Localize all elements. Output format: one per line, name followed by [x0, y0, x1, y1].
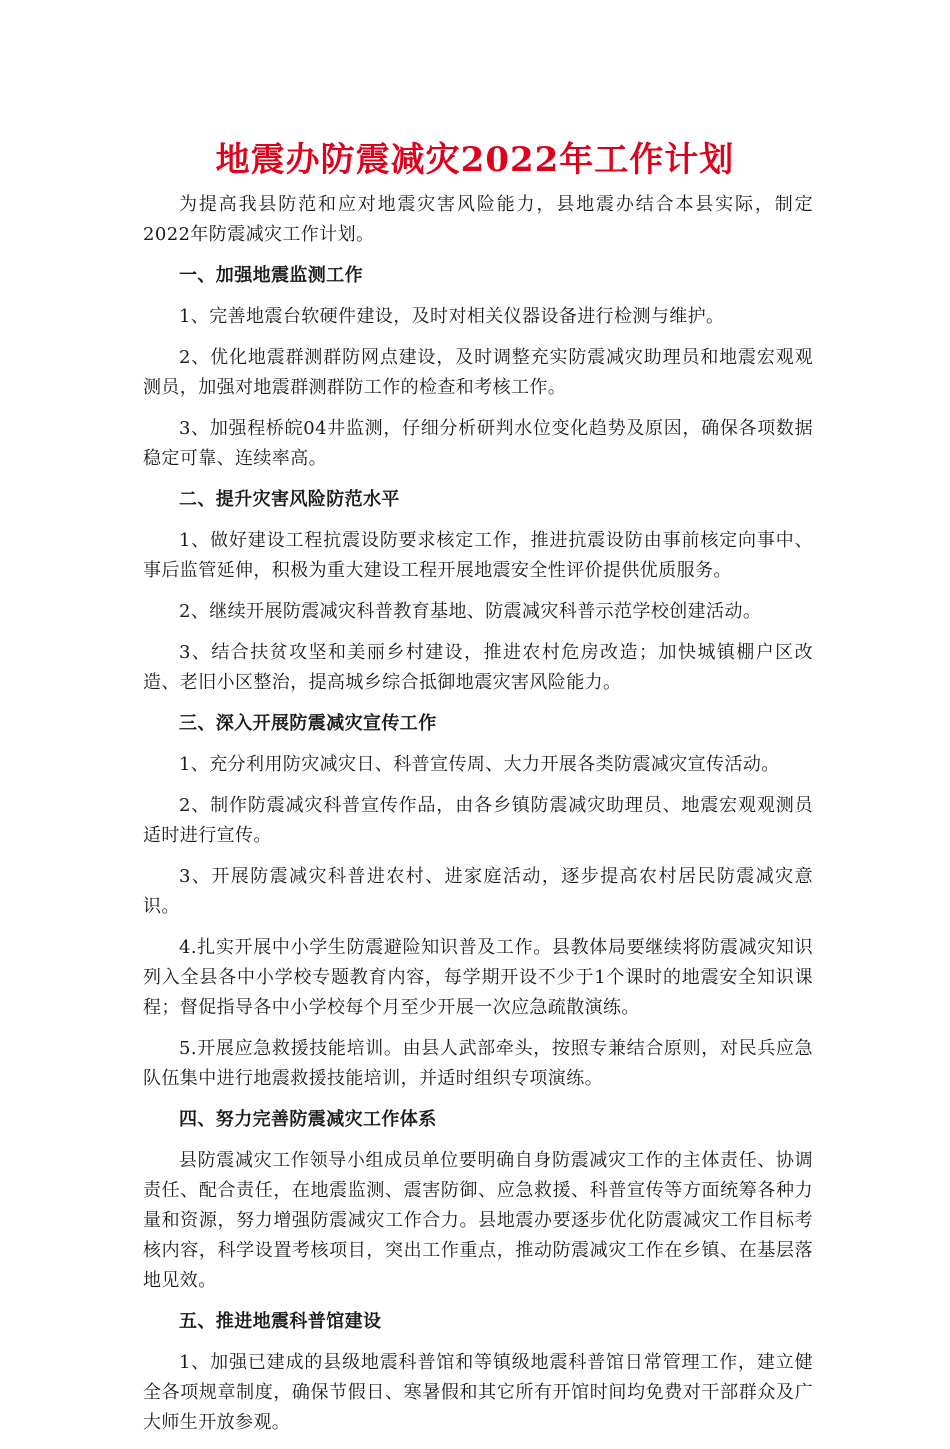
document-body: [143, 190, 813, 1449]
paragraph: 4.扎实开展中小学生防震避险知识普及工作。县教体局要继续将防震减灾知识列入全县各中小学校专题教育内容，每学期开设不少于1个课时的地震安全知识课程；督促指导各中小学校每个月至少开展一次应急疏散演练。: [143, 937, 813, 1018]
paragraph: 1、充分利用防灾减灾日、科普宣传周、大力开展各类防震减灾宣传活动。: [179, 754, 780, 775]
paragraph: 1、完善地震台软硬件建设，及时对相关仪器设备进行检测与维护。: [179, 306, 725, 327]
paragraph: 3、加强程桥皖04井监测，仔细分析研判水位变化趋势及原因，确保各项数据稳定可靠、连续率高。: [143, 418, 813, 469]
intro-paragraph: 为提高我县防范和应对地震灾害风险能力，县地震办结合本县实际，制定2022年防震减灾工作计划。: [143, 194, 813, 245]
paragraph: 3、结合扶贫攻坚和美丽乡村建设，推进农村危房改造；加快城镇棚户区改造、老旧小区整治，提高城乡综合抵御地震灾害风险能力。: [143, 642, 813, 693]
section-heading-science-museum: 五、推进地震科普馆建设: [179, 1311, 382, 1332]
section-heading-work-system: 四、努力完善防震减灾工作体系: [179, 1109, 437, 1130]
paragraph: 2、优化地震群测群防网点建设，及时调整充实防震减灾助理员和地震宏观观测员，加强对地震群测群防工作的检查和考核工作。: [143, 347, 813, 398]
paragraph: 1、做好建设工程抗震设防要求核定工作，推进抗震设防由事前核定向事中、事后监管延伸，积极为重大建设工程开展地震安全性评价提供优质服务。: [143, 530, 813, 581]
paragraph: 3、开展防震减灾科普进农村、进家庭活动，逐步提高农村居民防震减灾意识。: [143, 866, 813, 917]
section-heading-monitoring: 一、加强地震监测工作: [179, 265, 363, 286]
paragraph: 5.开展应急救援技能培训。由县人武部牵头，按照专兼结合原则，对民兵应急队伍集中进行地震救援技能培训，并适时组织专项演练。: [143, 1038, 813, 1089]
paragraph: 1、加强已建成的县级地震科普馆和等镇级地震科普馆日常管理工作，建立健全各项规章制度，确保节假日、寒暑假和其它所有开馆时间均免费对干部群众及广大师生开放参观。: [143, 1352, 813, 1433]
paragraph: 2、制作防震减灾科普宣传作品，由各乡镇防震减灾助理员、地震宏观观测员适时进行宣传。: [143, 795, 813, 846]
paragraph: 2、继续开展防震减灾科普教育基地、防震减灾科普示范学校创建活动。: [179, 601, 762, 622]
paragraph: 县防震减灾工作领导小组成员单位要明确自身防震减灾工作的主体责任、协调责任、配合责任，在地震监测、震害防御、应急救援、科普宣传等方面统筹各种力量和资源，努力增强防震减灾工作合力。县地震办要逐步优化防震减灾工作目标考核内容，科学设置考核项目，突出工作重点，推动防震减灾工作在乡镇、在基层落地见效。: [143, 1150, 813, 1291]
section-heading-risk-prevention: 二、提升灾害风险防范水平: [179, 489, 400, 510]
document-title: 地震办防震减灾2022年工作计划: [215, 140, 735, 180]
section-heading-publicity: 三、深入开展防震减灾宣传工作: [179, 713, 437, 734]
